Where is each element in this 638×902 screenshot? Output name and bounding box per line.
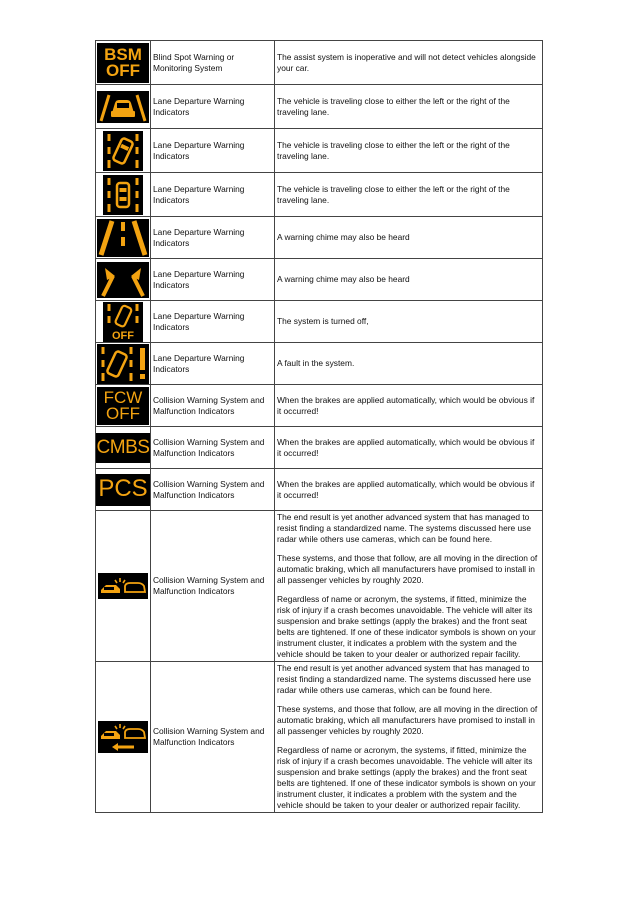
fcw-off-icon: FCW OFF: [97, 387, 149, 425]
car-tilted-lane-icon: [103, 131, 143, 171]
indicator-name: Collision Warning System and Malfunction Indicators: [151, 427, 275, 469]
indicator-description: A fault in the system.: [275, 343, 543, 385]
table-row: [96, 85, 543, 129]
table-row: [96, 301, 543, 343]
indicator-name: Lane Departure Warning Indicators: [151, 85, 275, 129]
indicator-name: Lane Departure Warning Indicators: [151, 173, 275, 217]
indicator-name: Lane Departure Warning Indicators: [151, 301, 275, 343]
lane-lines-icon: [97, 219, 149, 257]
table-row: [96, 129, 543, 173]
indicator-name: Collision Warning System and Malfunction Indicators: [151, 662, 275, 813]
indicator-name: Lane Departure Warning Indicators: [151, 259, 275, 301]
table-row: [96, 427, 543, 469]
indicator-description: The end result is yet another advanced system that has managed to resist finding a standardized name. The systems discussed here use radar while others use cameras, which can be found here. These systems, and those that follow, are all moving in the direction of automatic braking, which all manufacturers have promised to install in all passenger vehicles by roughly 2020. Regardless of name or acronym, the systems, if fitted, minimize the risk of injury if a crash becomes unavoidable. The vehicle will alter its suspension and brake settings (apply the brakes) and the front seat belts are tightened. If one of these indicator symbols is shown on your instrument cluster, it indicates a problem with the system and the vehicle should be taken to your dealer or authorized repair facility.: [275, 662, 543, 813]
indicator-description: The assist system is inoperative and will not detect vehicles alongside your car.: [275, 41, 543, 85]
indicator-name: Blind Spot Warning or Monitoring System: [151, 41, 275, 85]
cmbs-icon: CMBS: [96, 433, 150, 463]
collision-warning-arrow-icon: [98, 721, 148, 753]
indicator-description: When the brakes are applied automatically, which would be obvious if it occurred!: [275, 469, 543, 511]
table-row: [96, 41, 543, 85]
collision-warning-icon: [98, 573, 148, 599]
indicator-description: The system is turned off,: [275, 301, 543, 343]
pcs-icon: PCS: [96, 474, 150, 506]
indicator-name: Collision Warning System and Malfunction Indicators: [151, 469, 275, 511]
indicator-name: Lane Departure Warning Indicators: [151, 217, 275, 259]
table-row: [96, 511, 543, 662]
table-row: [96, 173, 543, 217]
warning-indicators-table: [95, 40, 543, 813]
indicator-description: A warning chime may also be heard: [275, 217, 543, 259]
indicator-description: The end result is yet another advanced system that has managed to resist finding a standardized name. The systems discussed here use radar while others use cameras, which can be found here. These systems, and those that follow, are all moving in the direction of automatic braking, which all manufacturers have promised to install in all passenger vehicles by roughly 2020. Regardless of name or acronym, the systems, if fitted, minimize the risk of injury if a crash becomes unavoidable. The vehicle will alter its suspension and brake settings (apply the brakes) and the front seat belts are tightened. If one of these indicator symbols is shown on your instrument cluster, it indicates a problem with the system and the vehicle should be taken to your dealer or authorized repair facility.: [275, 511, 543, 662]
table-row: [96, 259, 543, 301]
indicator-name: Lane Departure Warning Indicators: [151, 129, 275, 173]
table-row: [96, 343, 543, 385]
car-top-view-lanes-icon: [103, 175, 143, 215]
indicator-name: Collision Warning System and Malfunction Indicators: [151, 385, 275, 427]
lane-departure-off-icon: OFF: [103, 302, 143, 342]
indicator-description: The vehicle is traveling close to either the left or the right of the traveling lane.: [275, 85, 543, 129]
indicator-description: When the brakes are applied automatically, which would be obvious if it occurred!: [275, 385, 543, 427]
car-between-lanes-icon: [97, 91, 149, 123]
table-row: [96, 217, 543, 259]
lane-departure-fault-icon: [97, 344, 149, 384]
indicator-description: The vehicle is traveling close to either the left or the right of the traveling lane.: [275, 129, 543, 173]
indicator-name: Collision Warning System and Malfunction Indicators: [151, 511, 275, 662]
table-row: [96, 469, 543, 511]
bsm-off-icon: BSM OFF: [97, 43, 149, 83]
lane-arrows-icon: [97, 262, 149, 298]
table-row: [96, 662, 543, 813]
indicator-name: Lane Departure Warning Indicators: [151, 343, 275, 385]
table-row: [96, 385, 543, 427]
indicator-description: The vehicle is traveling close to either the left or the right of the traveling lane.: [275, 173, 543, 217]
indicator-description: A warning chime may also be heard: [275, 259, 543, 301]
indicator-description: When the brakes are applied automatically, which would be obvious if it occurred!: [275, 427, 543, 469]
